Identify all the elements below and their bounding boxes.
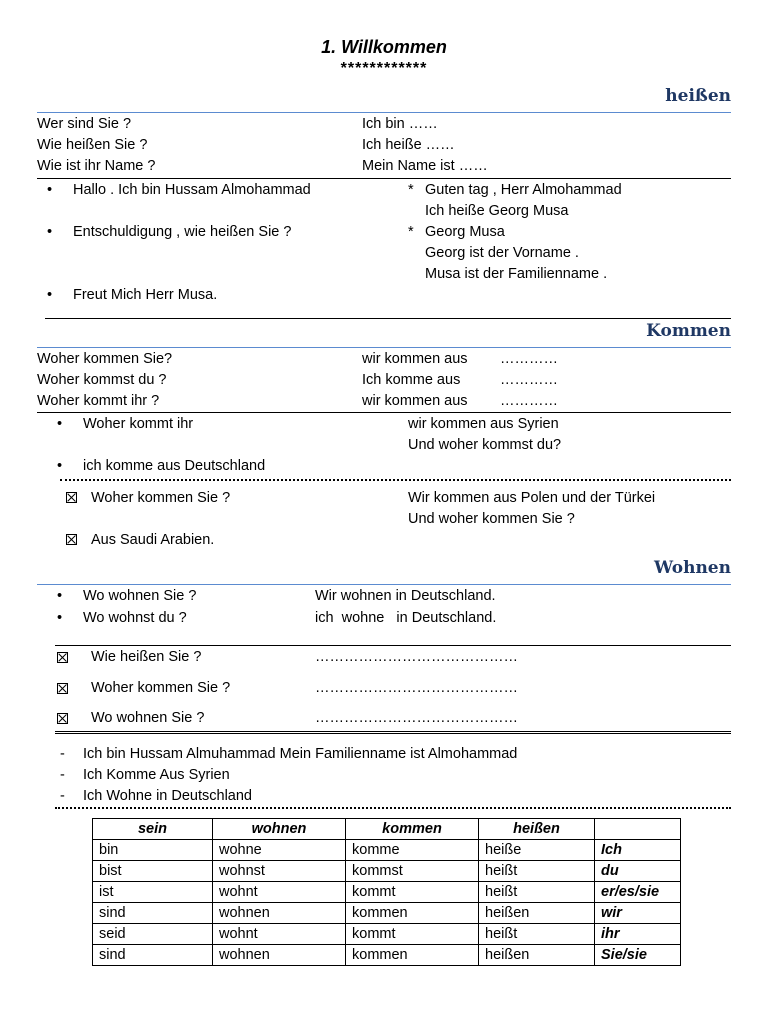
table-cell: wohne	[213, 840, 346, 861]
exercise-blank: ……………………………………	[315, 649, 518, 665]
column-header: heißen	[479, 819, 595, 840]
answer-blank: …………	[500, 372, 558, 388]
table-cell: heißt	[479, 882, 595, 903]
column-header: sein	[93, 819, 213, 840]
question-text: • Wo wohnen Sie ?	[83, 588, 196, 604]
table-cell: wohnst	[213, 861, 346, 882]
checkbox-x-icon	[66, 534, 77, 545]
dialog-line: Georg Musa	[425, 224, 505, 240]
table-row	[93, 840, 681, 861]
dialog-line: wir kommen aus Syrien	[408, 416, 559, 432]
pronoun-cell: Sie/sie	[595, 945, 681, 966]
column-header	[595, 819, 681, 840]
pronoun-cell: Ich	[595, 840, 681, 861]
dotted-divider	[60, 479, 731, 481]
divider	[37, 178, 731, 179]
answer-line: Ich Wohne in Deutschland	[83, 788, 253, 804]
dialog-line: Ich heiße Georg Musa	[425, 203, 569, 219]
answer-blank: …………	[500, 351, 558, 367]
dialog-line: • Freut Mich Herr Musa.	[73, 287, 217, 303]
title-decoration: ************	[340, 60, 428, 77]
dialog-line: Und woher kommst du?	[408, 437, 562, 453]
dialog-line: • Entschuldigung , wie heißen Sie ?	[73, 224, 291, 240]
answer-line: Ich bin Hussam Almuhammad Mein Familienname ist Almohammad	[83, 746, 518, 762]
dash-marker: -	[60, 767, 65, 783]
table-cell: wohnen	[213, 945, 346, 966]
pronoun-cell: wir	[595, 903, 681, 924]
answer-text: wir kommen aus	[362, 351, 468, 367]
dialog-line: Aus Saudi Arabien.	[91, 532, 215, 548]
checkbox-x-icon	[57, 652, 68, 663]
dialog-line: • Woher kommt ihr	[83, 416, 193, 432]
dash-marker: -	[60, 788, 65, 804]
checkbox-x-icon	[57, 683, 68, 694]
question-text: Woher kommt ihr ?	[37, 393, 160, 409]
dash-marker: -	[60, 746, 65, 762]
answer-text: Mein Name ist ……	[362, 158, 488, 174]
divider	[55, 645, 731, 646]
dialog-line: Musa ist der Familienname .	[425, 266, 608, 282]
table-cell: heiße	[479, 840, 595, 861]
column-header: kommen	[346, 819, 479, 840]
dialog-line: Guten tag , Herr Almohammad	[425, 182, 622, 198]
divider	[37, 347, 731, 348]
table-cell: heißt	[479, 924, 595, 945]
answer-text: Ich heiße ……	[362, 137, 455, 153]
table-row	[93, 903, 681, 924]
section-heading-kommen: Kommen	[646, 321, 731, 341]
answer-text: wir kommen aus	[362, 393, 468, 409]
asterisk-marker: *	[408, 182, 414, 198]
table-cell: heißen	[479, 903, 595, 924]
checkbox-x-icon	[66, 492, 77, 503]
table-row	[93, 924, 681, 945]
table-cell: sind	[93, 903, 213, 924]
answer-blank: …………	[500, 393, 558, 409]
table-cell: bin	[93, 840, 213, 861]
exercise-question: Woher kommen Sie ?	[91, 680, 231, 696]
table-cell: kommen	[346, 903, 479, 924]
dialog-line: Woher kommen Sie ?	[91, 490, 231, 506]
dialog-line: • ich komme aus Deutschland	[83, 458, 265, 474]
answer-text: Wir wohnen in Deutschland.	[315, 588, 496, 604]
double-divider	[55, 731, 731, 734]
table-cell: komme	[346, 840, 479, 861]
answer-text: Ich bin ……	[362, 116, 438, 132]
table-cell: seid	[93, 924, 213, 945]
question-text: Wie ist ihr Name ?	[37, 158, 156, 174]
dialog-line: Und woher kommen Sie ?	[408, 511, 575, 527]
exercise-question: Wie heißen Sie ?	[91, 649, 202, 665]
dialog-line: Georg ist der Vorname .	[425, 245, 579, 261]
question-text: Wer sind Sie ?	[37, 116, 132, 132]
dialog-line: • Hallo . Ich bin Hussam Almohammad	[73, 182, 311, 198]
table-cell: wohnt	[213, 882, 346, 903]
table-cell: kommen	[346, 945, 479, 966]
question-text: Woher kommst du ?	[37, 372, 167, 388]
pronoun-cell: du	[595, 861, 681, 882]
asterisk-marker: *	[408, 224, 414, 240]
column-header: wohnen	[213, 819, 346, 840]
dialog-line: Wir kommen aus Polen und der Türkei	[408, 490, 656, 506]
table-cell: wohnt	[213, 924, 346, 945]
table-cell: ist	[93, 882, 213, 903]
pronoun-cell: er/es/sie	[595, 882, 681, 903]
divider	[37, 412, 731, 413]
conjugation-table	[92, 818, 681, 966]
answer-text: ich wohne in Deutschland.	[315, 610, 497, 626]
exercise-question: Wo wohnen Sie ?	[91, 710, 205, 726]
answer-line: Ich Komme Aus Syrien	[83, 767, 230, 783]
section-heading-heissen: heißen	[665, 86, 731, 106]
section-heading-wohnen: Wohnen	[654, 558, 731, 578]
question-text: Woher kommen Sie?	[37, 351, 173, 367]
divider	[37, 112, 731, 113]
table-cell: heißen	[479, 945, 595, 966]
pronoun-cell: ihr	[595, 924, 681, 945]
question-text: Wie heißen Sie ?	[37, 137, 148, 153]
table-row	[93, 882, 681, 903]
table-row	[93, 861, 681, 882]
table-header-row	[93, 819, 681, 840]
dotted-divider	[55, 807, 731, 809]
divider	[45, 318, 731, 319]
table-cell: kommt	[346, 882, 479, 903]
divider	[37, 584, 731, 585]
exercise-blank: ……………………………………	[315, 680, 518, 696]
table-cell: bist	[93, 861, 213, 882]
table-cell: kommt	[346, 924, 479, 945]
table-cell: kommst	[346, 861, 479, 882]
page-title: 1. Willkommen	[321, 37, 447, 57]
table-row	[93, 945, 681, 966]
question-text: • Wo wohnst du ?	[83, 610, 187, 626]
table-cell: heißt	[479, 861, 595, 882]
exercise-blank: ……………………………………	[315, 710, 518, 726]
checkbox-x-icon	[57, 713, 68, 724]
table-cell: sind	[93, 945, 213, 966]
table-cell: wohnen	[213, 903, 346, 924]
answer-text: Ich komme aus	[362, 372, 461, 388]
